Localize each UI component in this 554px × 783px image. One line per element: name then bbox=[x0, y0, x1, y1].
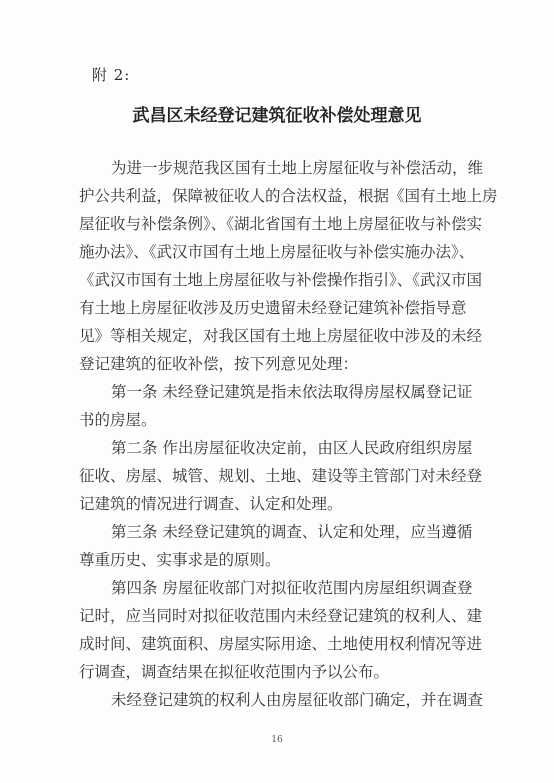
article-line: 第三条 未经登记建筑的调查、认定和处理，应当遵循 bbox=[111, 523, 473, 541]
text-line: 记建筑的情况进行调查、认定和处理。 bbox=[79, 495, 343, 513]
text-line: 记时，应当同时对拟征收范围内未经登记建筑的权利人、建 bbox=[79, 607, 483, 625]
text-line: 登记建筑的征收补偿，按下列意见处理： bbox=[79, 355, 359, 373]
text-line: 行调查，调查结果在拟征收范围内予以公布。 bbox=[79, 663, 390, 681]
text-line: 征收、房屋、城管、规划、土地、建设等主管部门对未经登 bbox=[79, 467, 483, 485]
text-line: 成时间、建筑面积、房屋实际用途、土地使用权利情况等进 bbox=[79, 635, 483, 653]
document-title: 武昌区未经登记建筑征收补偿处理意见 bbox=[132, 106, 422, 126]
article-line: 第二条 作出房屋征收决定前，由区人民政府组织房屋 bbox=[111, 439, 473, 457]
text-line: 护公共利益，保障被征收人的合法权益，根据《国有土地上房 bbox=[79, 187, 498, 205]
text-line: 施办法》、《武汉市国有土地上房屋征收与补偿实施办法》、 bbox=[79, 243, 475, 261]
text-line: 有土地上房屋征收涉及历史遗留未经登记建筑补偿指导意 bbox=[79, 299, 467, 317]
text-line: 《武汉市国有土地上房屋征收与补偿操作指引》、《武汉市国 bbox=[79, 271, 483, 289]
text-line: 见》等相关规定，对我区国有土地上房屋征收中涉及的未经 bbox=[79, 327, 483, 345]
text-line: 屋征收与补偿条例》、《湖北省国有土地上房屋征收与补偿实 bbox=[79, 215, 483, 233]
article-line: 第四条 房屋征收部门对拟征收范围内房屋组织调查登 bbox=[111, 579, 473, 597]
text-line: 未经登记建筑的权利人由房屋征收部门确定，并在调查 bbox=[111, 691, 484, 709]
text-line: 为进一步规范我区国有土地上房屋征收与补偿活动，维 bbox=[111, 159, 484, 177]
text-line: 书的房屋。 bbox=[79, 411, 157, 429]
attachment-label: 附 2: bbox=[92, 66, 131, 84]
text-line: 尊重历史、实事求是的原则。 bbox=[79, 551, 281, 569]
page-number: 16 bbox=[271, 735, 283, 745]
article-line: 第一条 未经登记建筑是指未依法取得房屋权属登记证 bbox=[111, 383, 473, 401]
